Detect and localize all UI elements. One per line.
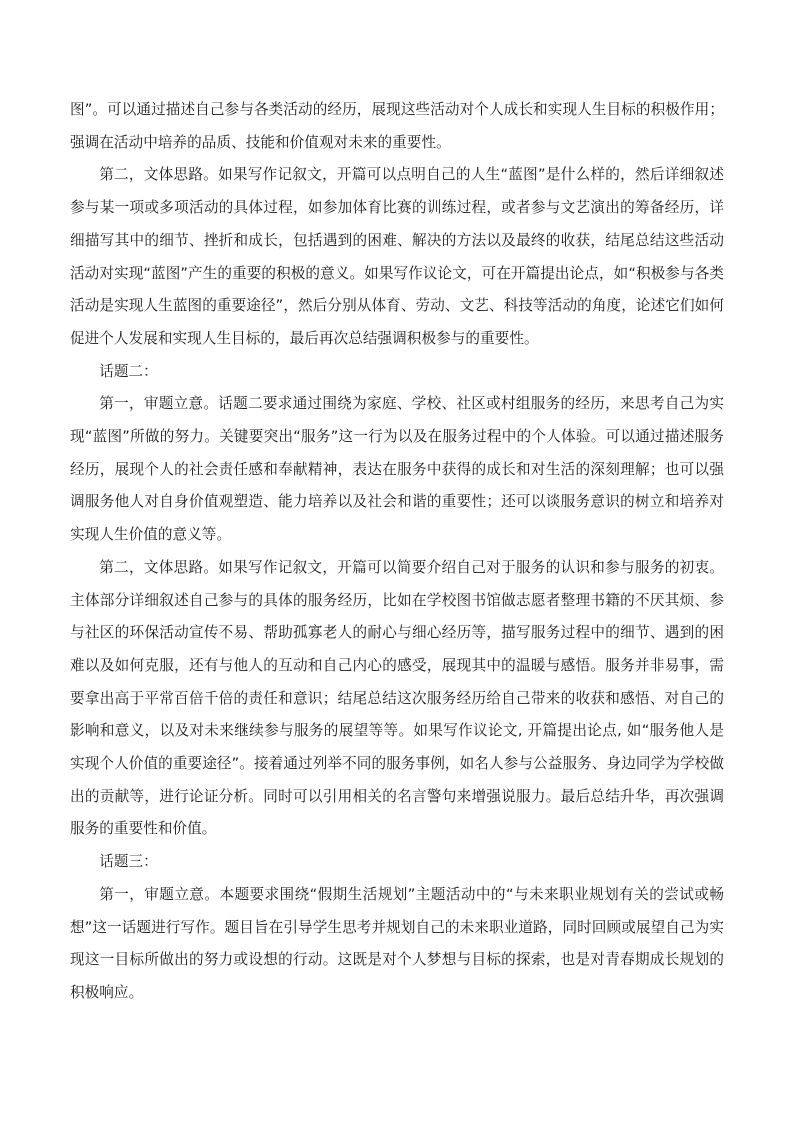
paragraph-topic3-theme: 第一，审题立意。本题要求围绕“假期生活规划”主题活动中的“与未来职业规划有关的尝试或畅想”这一话题进行写作。题目旨在引导学生思考并规划自己的未来职业道路，同时回顾或展望自己为实现这一目标所做出的努力或设想的行动。这既是对个人梦想与目标的探索，也是对青春期成长规划的积极响应。 bbox=[70, 885, 724, 1001]
topic-heading-2: 话题二： bbox=[99, 362, 158, 380]
paragraph-continuation: 图”。可以通过描述自己参与各类活动的经历，展现这些活动对个人成长和实现人生目标的积极作用；强调在活动中培养的品质、技能和价值观对未来的重要性。 bbox=[70, 101, 724, 151]
paragraph-topic2-approach: 第二，文体思路。如果写作记叙文，开篇可以简要介绍自己对于服务的认识和参与服务的初衷。主体部分详细叙述自己参与的具体的服务经历，比如在学校图书馆做志愿者整理书籍的不厌其烦、参与社区的环保活动宣传不易、帮助孤寡老人的耐心与细心经历等，描写服务过程中的细节、遇到的困难以及如何克服，还有与他人的互动和自己内心的感受，展现其中的温暖与感悟。服务并非易事，需要拿出高于平常百倍千倍的责任和意识；结尾总结这次服务经历给自己带来的收获和感悟、对自己的影响和意义，以及对未来继续参与服务的展望等等。如果写作议论文, 开篇提出论点, 如“服务他人是实现个人价值的重要途径”。接着通过列举不同的服务事例，如名人参与公益服务、身边同学为学校做出的贡献等，进行论证分析。同时可以引用相关的名言警句来增强说服力。最后总结升华，再次强调服务的重要性和价值。 bbox=[70, 558, 724, 838]
paragraph-topic1-approach: 第二，文体思路。如果写作记叙文，开篇可以点明自己的人生“蓝图”是什么样的，然后详细叙述参与某一项或多项活动的具体过程，如参加体育比赛的训练过程，或者参与文艺演出的筹备经历，详细描写其中的细节、挫折和成长，包括遇到的困难、解决的方法以及最终的收获，结尾总结这些活动活动对实现“蓝图”产生的重要的积极的意义。如果写作议论文，可在开篇提出论点，如“积极参与各类活动是实现人生蓝图的重要途径”，然后分别从体育、劳动、文艺、科技等活动的角度，论述它们如何促进个人发展和实现人生目标的，最后再次总结强调积极参与的重要性。 bbox=[70, 166, 724, 347]
topic-heading-3: 话题三： bbox=[99, 853, 158, 871]
document-page bbox=[70, 94, 724, 1010]
paragraph-topic2-theme: 第一，审题立意。话题二要求通过围绕为家庭、学校、社区或村组服务的经历，来思考自己为实现“蓝图”所做的努力。关键要突出“服务”这一行为以及在服务过程中的个人体验。可以通过描述服务经历，展现个人的社会责任感和奉献精神，表达在服务中获得的成长和对生活的深刻理解；也可以强调服务他人对自身价值观塑造、能力培养以及社会和谐的重要性；还可以谈服务意识的树立和培养对实现人生价值的意义等。 bbox=[70, 395, 724, 544]
